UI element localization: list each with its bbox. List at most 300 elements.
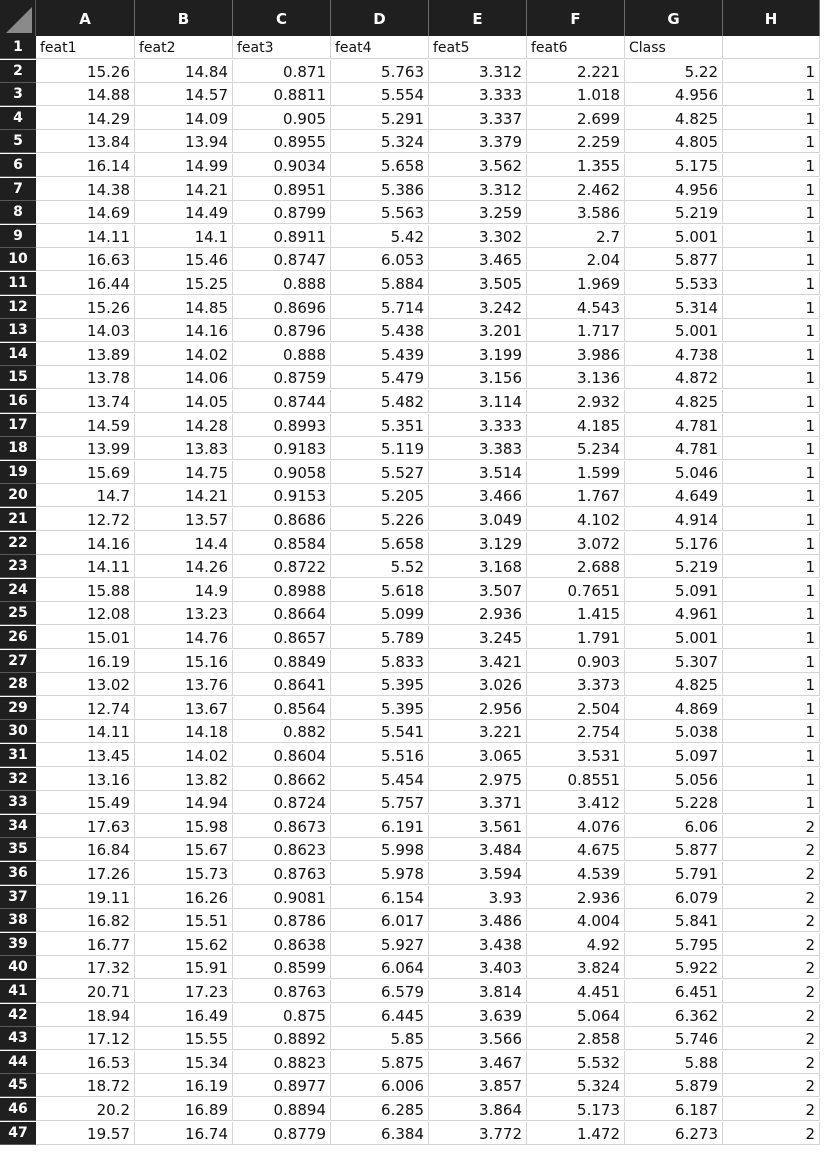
row-header[interactable]: 38 (0, 909, 36, 932)
data-cell[interactable]: 4.781 (625, 414, 723, 437)
data-cell[interactable]: 3.312 (429, 60, 527, 83)
row-header[interactable]: 28 (0, 673, 36, 696)
row-header[interactable]: 3 (0, 83, 36, 106)
data-cell[interactable]: 3.373 (527, 673, 625, 696)
data-cell[interactable]: 14.49 (135, 201, 233, 224)
data-cell[interactable]: 5.099 (331, 602, 429, 625)
data-cell[interactable]: 4.914 (625, 508, 723, 531)
data-cell[interactable]: 5.763 (331, 60, 429, 83)
data-cell[interactable]: 3.072 (527, 532, 625, 555)
data-cell[interactable]: 1 (723, 437, 820, 460)
data-cell[interactable]: 19.57 (36, 1122, 135, 1145)
data-cell[interactable]: 5.618 (331, 579, 429, 602)
column-header-a[interactable]: A (36, 0, 135, 36)
data-cell[interactable]: 3.986 (527, 343, 625, 366)
data-cell[interactable]: 3.514 (429, 461, 527, 484)
row-header[interactable]: 4 (0, 107, 36, 130)
data-cell[interactable]: 15.55 (135, 1027, 233, 1050)
data-cell[interactable]: 5.226 (331, 508, 429, 531)
data-cell[interactable]: 3.465 (429, 248, 527, 271)
row-header[interactable]: 40 (0, 956, 36, 979)
data-cell[interactable]: 1 (723, 626, 820, 649)
data-cell[interactable]: 17.63 (36, 815, 135, 838)
column-header-f[interactable]: F (527, 0, 625, 36)
data-cell[interactable]: 4.539 (527, 862, 625, 885)
data-cell[interactable]: 0.882 (233, 720, 331, 743)
data-cell[interactable]: 1 (723, 720, 820, 743)
data-cell[interactable]: 4.781 (625, 437, 723, 460)
data-cell[interactable]: 6.017 (331, 909, 429, 932)
data-cell[interactable]: 1.355 (527, 154, 625, 177)
data-cell[interactable]: 3.371 (429, 791, 527, 814)
data-cell[interactable]: 1 (723, 107, 820, 130)
data-cell[interactable]: 5.22 (625, 60, 723, 83)
header-cell[interactable]: Class (625, 36, 723, 59)
data-cell[interactable]: 1 (723, 555, 820, 578)
data-cell[interactable]: 15.88 (36, 579, 135, 602)
data-cell[interactable]: 14.16 (135, 319, 233, 342)
data-cell[interactable]: 0.8763 (233, 862, 331, 885)
data-cell[interactable]: 3.507 (429, 579, 527, 602)
row-header[interactable]: 46 (0, 1098, 36, 1121)
data-cell[interactable]: 13.99 (36, 437, 135, 460)
header-cell[interactable]: feat2 (135, 36, 233, 59)
row-header[interactable]: 7 (0, 178, 36, 201)
data-cell[interactable]: 13.89 (36, 343, 135, 366)
header-cell[interactable]: feat3 (233, 36, 331, 59)
data-cell[interactable]: 0.875 (233, 1004, 331, 1027)
data-cell[interactable]: 15.26 (36, 60, 135, 83)
data-cell[interactable]: 20.2 (36, 1098, 135, 1121)
data-cell[interactable]: 16.53 (36, 1051, 135, 1074)
data-cell[interactable]: 3.639 (429, 1004, 527, 1027)
data-cell[interactable]: 5.454 (331, 768, 429, 791)
row-header[interactable]: 5 (0, 130, 36, 153)
data-cell[interactable]: 0.8696 (233, 296, 331, 319)
data-cell[interactable]: 14.05 (135, 390, 233, 413)
row-header[interactable]: 29 (0, 697, 36, 720)
data-cell[interactable]: 0.8894 (233, 1098, 331, 1121)
data-cell[interactable]: 14.59 (36, 414, 135, 437)
data-cell[interactable]: 1 (723, 602, 820, 625)
data-cell[interactable]: 13.83 (135, 437, 233, 460)
data-cell[interactable]: 15.73 (135, 862, 233, 885)
column-header-e[interactable]: E (429, 0, 527, 36)
row-header[interactable]: 2 (0, 60, 36, 83)
column-header-c[interactable]: C (233, 0, 331, 36)
data-cell[interactable]: 5.877 (625, 248, 723, 271)
data-cell[interactable]: 3.199 (429, 343, 527, 366)
data-cell[interactable]: 13.67 (135, 697, 233, 720)
row-header[interactable]: 9 (0, 225, 36, 248)
row-header[interactable]: 30 (0, 720, 36, 743)
data-cell[interactable]: 1 (723, 461, 820, 484)
data-cell[interactable]: 5.324 (527, 1074, 625, 1097)
data-cell[interactable]: 2.462 (527, 178, 625, 201)
data-cell[interactable]: 4.451 (527, 980, 625, 1003)
row-header[interactable]: 15 (0, 366, 36, 389)
data-cell[interactable]: 5.42 (331, 225, 429, 248)
row-header[interactable]: 16 (0, 390, 36, 413)
data-cell[interactable]: 2 (723, 838, 820, 861)
data-cell[interactable]: 5.386 (331, 178, 429, 201)
data-cell[interactable]: 5.038 (625, 720, 723, 743)
header-cell[interactable]: feat1 (36, 36, 135, 59)
data-cell[interactable]: 0.9183 (233, 437, 331, 460)
data-cell[interactable]: 13.76 (135, 673, 233, 696)
data-cell[interactable]: 5.482 (331, 390, 429, 413)
data-cell[interactable]: 2 (723, 956, 820, 979)
data-cell[interactable]: 3.824 (527, 956, 625, 979)
data-cell[interactable]: 2.221 (527, 60, 625, 83)
data-cell[interactable]: 0.8657 (233, 626, 331, 649)
data-cell[interactable]: 5.795 (625, 933, 723, 956)
data-cell[interactable]: 3.114 (429, 390, 527, 413)
data-cell[interactable]: 3.438 (429, 933, 527, 956)
data-cell[interactable]: 3.412 (527, 791, 625, 814)
data-cell[interactable]: 6.451 (625, 980, 723, 1003)
data-cell[interactable]: 2 (723, 862, 820, 885)
data-cell[interactable]: 6.079 (625, 886, 723, 909)
data-cell[interactable]: 3.403 (429, 956, 527, 979)
data-cell[interactable]: 6.064 (331, 956, 429, 979)
data-cell[interactable]: 14.02 (135, 744, 233, 767)
data-cell[interactable]: 4.738 (625, 343, 723, 366)
data-cell[interactable]: 5.291 (331, 107, 429, 130)
data-cell[interactable]: 6.362 (625, 1004, 723, 1027)
data-cell[interactable]: 1 (723, 768, 820, 791)
data-cell[interactable]: 4.92 (527, 933, 625, 956)
data-cell[interactable]: 3.486 (429, 909, 527, 932)
data-cell[interactable]: 14.38 (36, 178, 135, 201)
data-cell[interactable]: 3.466 (429, 484, 527, 507)
data-cell[interactable]: 1 (723, 272, 820, 295)
data-cell[interactable]: 3.586 (527, 201, 625, 224)
data-cell[interactable]: 1.599 (527, 461, 625, 484)
data-cell[interactable]: 14.11 (36, 720, 135, 743)
data-cell[interactable]: 0.8977 (233, 1074, 331, 1097)
data-cell[interactable]: 2 (723, 1051, 820, 1074)
data-cell[interactable]: 1 (723, 130, 820, 153)
data-cell[interactable]: 15.91 (135, 956, 233, 979)
data-cell[interactable]: 4.869 (625, 697, 723, 720)
data-cell[interactable]: 1 (723, 201, 820, 224)
data-cell[interactable]: 0.888 (233, 343, 331, 366)
row-header[interactable]: 32 (0, 768, 36, 791)
data-cell[interactable]: 5.307 (625, 650, 723, 673)
data-cell[interactable]: 0.8759 (233, 366, 331, 389)
data-cell[interactable]: 5.395 (331, 697, 429, 720)
data-cell[interactable]: 0.8779 (233, 1122, 331, 1145)
data-cell[interactable]: 3.383 (429, 437, 527, 460)
data-cell[interactable]: 5.927 (331, 933, 429, 956)
data-cell[interactable]: 5.516 (331, 744, 429, 767)
data-cell[interactable]: 1 (723, 697, 820, 720)
data-cell[interactable]: 3.201 (429, 319, 527, 342)
data-cell[interactable]: 2 (723, 1074, 820, 1097)
data-cell[interactable]: 1 (723, 673, 820, 696)
data-cell[interactable]: 3.561 (429, 815, 527, 838)
data-cell[interactable]: 15.26 (36, 296, 135, 319)
data-cell[interactable]: 4.956 (625, 178, 723, 201)
data-cell[interactable]: 4.076 (527, 815, 625, 838)
data-cell[interactable]: 5.833 (331, 650, 429, 673)
data-cell[interactable]: 3.168 (429, 555, 527, 578)
data-cell[interactable]: 5.324 (331, 130, 429, 153)
data-cell[interactable]: 1.767 (527, 484, 625, 507)
data-cell[interactable]: 15.69 (36, 461, 135, 484)
data-cell[interactable]: 1 (723, 579, 820, 602)
data-cell[interactable]: 0.8564 (233, 697, 331, 720)
data-cell[interactable]: 1 (723, 414, 820, 437)
data-cell[interactable]: 5.234 (527, 437, 625, 460)
data-cell[interactable]: 13.45 (36, 744, 135, 767)
data-cell[interactable]: 0.9034 (233, 154, 331, 177)
data-cell[interactable]: 1 (723, 366, 820, 389)
data-cell[interactable]: 0.8638 (233, 933, 331, 956)
data-cell[interactable]: 2 (723, 1122, 820, 1145)
data-cell[interactable]: 15.67 (135, 838, 233, 861)
data-cell[interactable]: 13.78 (36, 366, 135, 389)
data-cell[interactable]: 6.285 (331, 1098, 429, 1121)
data-cell[interactable]: 5.395 (331, 673, 429, 696)
data-cell[interactable]: 0.8747 (233, 248, 331, 271)
data-cell[interactable]: 2.956 (429, 697, 527, 720)
select-all-corner[interactable] (0, 0, 36, 36)
data-cell[interactable]: 5.205 (331, 484, 429, 507)
data-cell[interactable]: 4.543 (527, 296, 625, 319)
data-cell[interactable]: 15.51 (135, 909, 233, 932)
data-cell[interactable]: 14.85 (135, 296, 233, 319)
row-header[interactable]: 20 (0, 484, 36, 507)
data-cell[interactable]: 4.825 (625, 390, 723, 413)
data-cell[interactable]: 6.445 (331, 1004, 429, 1027)
row-header[interactable]: 1 (0, 36, 36, 59)
data-cell[interactable]: 14.99 (135, 154, 233, 177)
data-cell[interactable]: 15.01 (36, 626, 135, 649)
data-cell[interactable]: 3.065 (429, 744, 527, 767)
data-cell[interactable]: 2 (723, 886, 820, 909)
data-cell[interactable]: 2 (723, 1098, 820, 1121)
data-cell[interactable]: 5.52 (331, 555, 429, 578)
data-cell[interactable]: 3.129 (429, 532, 527, 555)
data-cell[interactable]: 5.714 (331, 296, 429, 319)
data-cell[interactable]: 16.49 (135, 1004, 233, 1027)
data-cell[interactable]: 1 (723, 154, 820, 177)
data-cell[interactable]: 3.505 (429, 272, 527, 295)
data-cell[interactable]: 5.658 (331, 154, 429, 177)
data-cell[interactable]: 15.98 (135, 815, 233, 838)
data-cell[interactable]: 16.19 (135, 1074, 233, 1097)
data-cell[interactable]: 5.001 (625, 225, 723, 248)
data-cell[interactable]: 0.8955 (233, 130, 331, 153)
data-cell[interactable]: 2 (723, 909, 820, 932)
row-header[interactable]: 14 (0, 343, 36, 366)
data-cell[interactable]: 5.746 (625, 1027, 723, 1050)
data-cell[interactable]: 0.8551 (527, 768, 625, 791)
data-cell[interactable]: 15.46 (135, 248, 233, 271)
data-cell[interactable]: 0.8686 (233, 508, 331, 531)
data-cell[interactable]: 0.905 (233, 107, 331, 130)
data-cell[interactable]: 14.06 (135, 366, 233, 389)
data-cell[interactable]: 0.903 (527, 650, 625, 673)
row-header[interactable]: 37 (0, 886, 36, 909)
data-cell[interactable]: 12.08 (36, 602, 135, 625)
data-cell[interactable]: 5.097 (625, 744, 723, 767)
data-cell[interactable]: 1 (723, 83, 820, 106)
data-cell[interactable]: 1 (723, 319, 820, 342)
data-cell[interactable]: 3.814 (429, 980, 527, 1003)
data-cell[interactable]: 15.25 (135, 272, 233, 295)
data-cell[interactable]: 0.8584 (233, 532, 331, 555)
data-cell[interactable]: 5.479 (331, 366, 429, 389)
data-cell[interactable]: 6.053 (331, 248, 429, 271)
data-cell[interactable]: 5.056 (625, 768, 723, 791)
header-cell[interactable]: feat5 (429, 36, 527, 59)
data-cell[interactable]: 2 (723, 933, 820, 956)
data-cell[interactable]: 16.82 (36, 909, 135, 932)
data-cell[interactable]: 6.384 (331, 1122, 429, 1145)
row-header[interactable]: 17 (0, 414, 36, 437)
data-cell[interactable]: 0.8599 (233, 956, 331, 979)
data-cell[interactable]: 2.975 (429, 768, 527, 791)
data-cell[interactable]: 15.49 (36, 791, 135, 814)
data-cell[interactable]: 2.259 (527, 130, 625, 153)
data-cell[interactable]: 5.998 (331, 838, 429, 861)
row-header[interactable]: 21 (0, 508, 36, 531)
data-cell[interactable]: 0.8786 (233, 909, 331, 932)
row-header[interactable]: 35 (0, 838, 36, 861)
data-cell[interactable]: 5.527 (331, 461, 429, 484)
data-cell[interactable]: 5.532 (527, 1051, 625, 1074)
data-cell[interactable]: 3.531 (527, 744, 625, 767)
data-cell[interactable]: 5.173 (527, 1098, 625, 1121)
data-cell[interactable]: 1 (723, 791, 820, 814)
data-cell[interactable]: 14.84 (135, 60, 233, 83)
data-cell[interactable]: 0.8641 (233, 673, 331, 696)
data-cell[interactable]: 14.09 (135, 107, 233, 130)
data-cell[interactable]: 2.936 (429, 602, 527, 625)
data-cell[interactable]: 3.484 (429, 838, 527, 861)
data-cell[interactable]: 6.187 (625, 1098, 723, 1121)
row-header[interactable]: 19 (0, 461, 36, 484)
data-cell[interactable]: 1 (723, 178, 820, 201)
data-cell[interactable]: 1 (723, 296, 820, 319)
data-cell[interactable]: 14.26 (135, 555, 233, 578)
data-cell[interactable]: 5.533 (625, 272, 723, 295)
data-cell[interactable]: 0.871 (233, 60, 331, 83)
row-header[interactable]: 6 (0, 154, 36, 177)
data-cell[interactable]: 14.69 (36, 201, 135, 224)
data-cell[interactable]: 17.23 (135, 980, 233, 1003)
data-cell[interactable]: 1 (723, 484, 820, 507)
data-cell[interactable]: 17.12 (36, 1027, 135, 1050)
data-cell[interactable]: 16.44 (36, 272, 135, 295)
data-cell[interactable]: 3.467 (429, 1051, 527, 1074)
data-cell[interactable]: 5.119 (331, 437, 429, 460)
data-cell[interactable]: 16.14 (36, 154, 135, 177)
row-header[interactable]: 47 (0, 1122, 36, 1145)
data-cell[interactable]: 1 (723, 225, 820, 248)
data-cell[interactable]: 3.259 (429, 201, 527, 224)
data-cell[interactable]: 1 (723, 532, 820, 555)
data-cell[interactable]: 12.74 (36, 697, 135, 720)
data-cell[interactable]: 15.62 (135, 933, 233, 956)
data-cell[interactable]: 3.864 (429, 1098, 527, 1121)
data-cell[interactable]: 4.185 (527, 414, 625, 437)
row-header[interactable]: 43 (0, 1027, 36, 1050)
data-cell[interactable]: 2.04 (527, 248, 625, 271)
data-cell[interactable]: 14.57 (135, 83, 233, 106)
data-cell[interactable]: 0.8811 (233, 83, 331, 106)
row-header[interactable]: 41 (0, 980, 36, 1003)
data-cell[interactable]: 3.221 (429, 720, 527, 743)
data-cell[interactable]: 0.8763 (233, 980, 331, 1003)
data-cell[interactable]: 3.772 (429, 1122, 527, 1145)
data-cell[interactable]: 17.32 (36, 956, 135, 979)
data-cell[interactable]: 6.06 (625, 815, 723, 838)
data-cell[interactable]: 5.176 (625, 532, 723, 555)
row-header[interactable]: 8 (0, 201, 36, 224)
data-cell[interactable]: 0.9153 (233, 484, 331, 507)
data-cell[interactable]: 3.562 (429, 154, 527, 177)
data-cell[interactable]: 1.472 (527, 1122, 625, 1145)
data-cell[interactable]: 0.8911 (233, 225, 331, 248)
data-cell[interactable]: 0.8724 (233, 791, 331, 814)
data-cell[interactable]: 15.34 (135, 1051, 233, 1074)
data-cell[interactable]: 14.21 (135, 178, 233, 201)
row-header[interactable]: 34 (0, 815, 36, 838)
data-cell[interactable]: 4.961 (625, 602, 723, 625)
data-cell[interactable]: 5.001 (625, 319, 723, 342)
data-cell[interactable]: 1 (723, 248, 820, 271)
data-cell[interactable]: 13.82 (135, 768, 233, 791)
data-cell[interactable]: 6.273 (625, 1122, 723, 1145)
data-cell[interactable]: 2 (723, 815, 820, 838)
data-cell[interactable]: 0.8799 (233, 201, 331, 224)
data-cell[interactable]: 5.88 (625, 1051, 723, 1074)
header-cell[interactable]: feat4 (331, 36, 429, 59)
data-cell[interactable]: 14.4 (135, 532, 233, 555)
data-cell[interactable]: 5.658 (331, 532, 429, 555)
row-header[interactable]: 12 (0, 296, 36, 319)
data-cell[interactable]: 5.228 (625, 791, 723, 814)
data-cell[interactable]: 13.16 (36, 768, 135, 791)
data-cell[interactable]: 0.8673 (233, 815, 331, 838)
data-cell[interactable]: 2.858 (527, 1027, 625, 1050)
data-cell[interactable]: 5.978 (331, 862, 429, 885)
data-cell[interactable]: 16.19 (36, 650, 135, 673)
data-cell[interactable]: 16.26 (135, 886, 233, 909)
data-cell[interactable]: 1.717 (527, 319, 625, 342)
data-cell[interactable]: 14.02 (135, 343, 233, 366)
data-cell[interactable]: 2.936 (527, 886, 625, 909)
data-cell[interactable]: 16.63 (36, 248, 135, 271)
data-cell[interactable]: 16.77 (36, 933, 135, 956)
data-cell[interactable]: 6.154 (331, 886, 429, 909)
data-cell[interactable]: 5.85 (331, 1027, 429, 1050)
data-cell[interactable]: 19.11 (36, 886, 135, 909)
data-cell[interactable]: 5.879 (625, 1074, 723, 1097)
data-cell[interactable]: 3.421 (429, 650, 527, 673)
data-cell[interactable]: 0.9058 (233, 461, 331, 484)
data-cell[interactable]: 14.88 (36, 83, 135, 106)
row-header[interactable]: 39 (0, 933, 36, 956)
row-header[interactable]: 13 (0, 319, 36, 342)
data-cell[interactable]: 14.1 (135, 225, 233, 248)
data-cell[interactable]: 5.922 (625, 956, 723, 979)
data-cell[interactable]: 1 (723, 744, 820, 767)
